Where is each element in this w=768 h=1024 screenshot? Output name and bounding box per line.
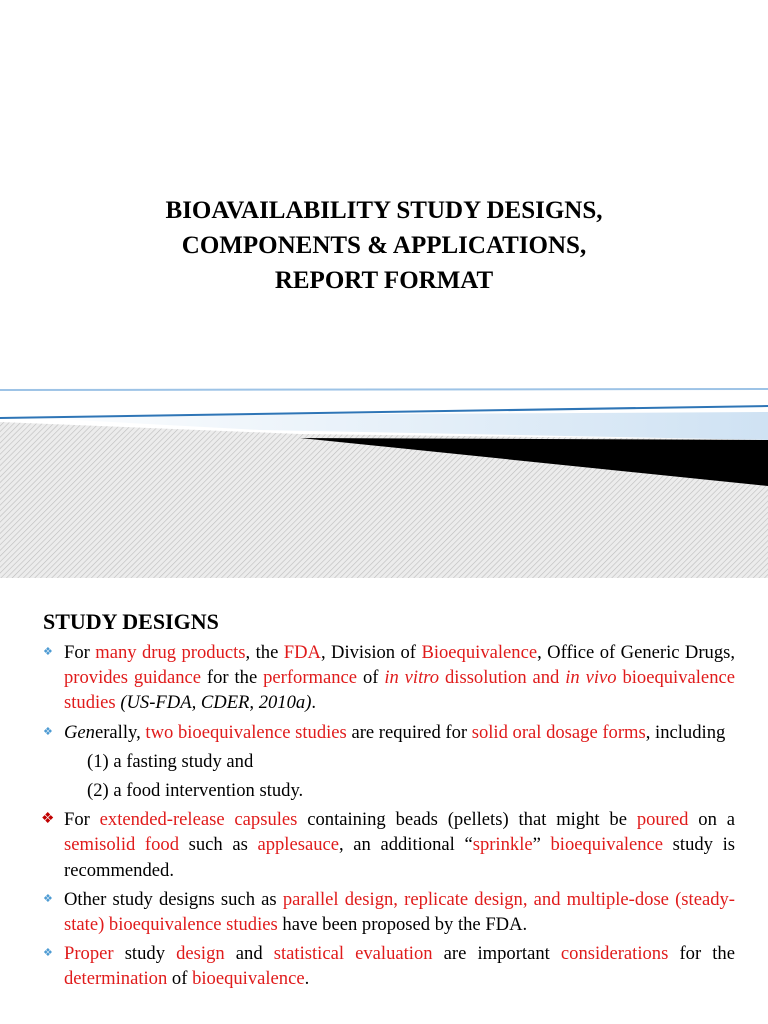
text-run: extended-release capsules xyxy=(99,809,298,831)
text-run: statistical evaluation xyxy=(273,943,433,965)
list-item xyxy=(43,807,735,883)
text-run: solid oral dosage forms xyxy=(471,721,646,743)
sub-item: (1) a fasting study and xyxy=(87,750,254,772)
text-run: two bioequivalence studies xyxy=(145,721,347,743)
text-run: performance xyxy=(263,667,358,689)
text-run: bioequivalence xyxy=(550,834,664,856)
slide-title xyxy=(0,193,768,298)
list-item xyxy=(43,887,735,937)
text-run: dissolution and xyxy=(439,667,566,689)
study-designs-slide xyxy=(0,578,768,1024)
title-line: REPORT FORMAT xyxy=(274,267,494,294)
diamond-bullet-icon: ❖ xyxy=(43,725,53,738)
text-run: in vitro xyxy=(384,667,440,689)
text-run: ” xyxy=(532,834,551,856)
text-run: . xyxy=(311,692,317,714)
text-run: , Division of xyxy=(320,642,422,663)
text-run: have been proposed by the FDA. xyxy=(277,914,528,936)
text-run: on a xyxy=(688,809,735,831)
text-run: Proper xyxy=(64,943,114,965)
text-run: . xyxy=(304,968,310,990)
text-run: Gen xyxy=(64,721,95,743)
text-run: For xyxy=(64,642,96,663)
text-run: semisolid food xyxy=(64,834,179,856)
text-run: applesauce xyxy=(257,834,340,856)
text-run: for the xyxy=(668,943,735,965)
text-run: (US-FDA, CDER, 2010a) xyxy=(120,692,312,714)
text-run: determination xyxy=(64,968,168,990)
diamond-bullet-icon: ❖ xyxy=(43,947,53,960)
diamond-bullet-icon: ❖ xyxy=(43,646,53,658)
text-run: , Office of Generic Drugs, xyxy=(537,642,736,663)
text-run: of xyxy=(357,667,385,689)
text-run: such as xyxy=(179,834,258,856)
text-run: parallel design, replicate design, and multiple-dose (steady-state) bioequivalence studies xyxy=(64,888,735,936)
text-run: design xyxy=(176,943,225,965)
text-run: For xyxy=(64,809,100,831)
text-run: bioequivalence xyxy=(192,968,305,990)
text-run: Other study designs such as xyxy=(64,888,283,910)
text-run: bioequivalence studies xyxy=(64,667,735,714)
text-run: Bioequivalence xyxy=(421,642,538,663)
text-run: , the xyxy=(245,642,284,663)
title-line: COMPONENTS & APPLICATIONS, xyxy=(181,232,587,259)
text-run: in vivo xyxy=(565,667,617,689)
list-item xyxy=(43,941,735,991)
text-run: study is recommended. xyxy=(64,834,735,881)
text-run: , including xyxy=(645,721,726,743)
text-run: sprinkle xyxy=(472,834,533,856)
text-run: many drug products xyxy=(95,642,246,663)
text-run: study xyxy=(113,943,177,965)
text-run: poured xyxy=(636,809,689,831)
sub-item: (2) a food intervention study. xyxy=(87,780,304,802)
text-run: and xyxy=(224,943,274,965)
title-line: BIOAVAILABILITY STUDY DESIGNS, xyxy=(165,197,603,224)
bullet-list xyxy=(43,640,735,996)
list-item xyxy=(43,720,735,745)
text-run: , an additional “ xyxy=(339,834,473,856)
text-run: are important xyxy=(432,943,561,965)
text-run: considerations xyxy=(560,943,669,965)
band-blue-line xyxy=(0,389,768,390)
text-run: erally, xyxy=(94,721,146,743)
text-run: containing beads (pellets) that might be xyxy=(297,809,637,831)
text-run: provides guidance xyxy=(64,667,202,689)
text-run: of xyxy=(167,968,193,990)
list-item xyxy=(43,640,735,716)
text-run: are required for xyxy=(346,721,472,743)
slide-heading: STUDY DESIGNS xyxy=(43,609,219,634)
diamond-bullet-icon: ❖ xyxy=(43,892,53,905)
text-run: FDA xyxy=(283,642,321,663)
star-bullet-icon: ❖ xyxy=(41,811,55,828)
decorative-band xyxy=(0,386,768,578)
text-run: for the xyxy=(201,667,264,689)
